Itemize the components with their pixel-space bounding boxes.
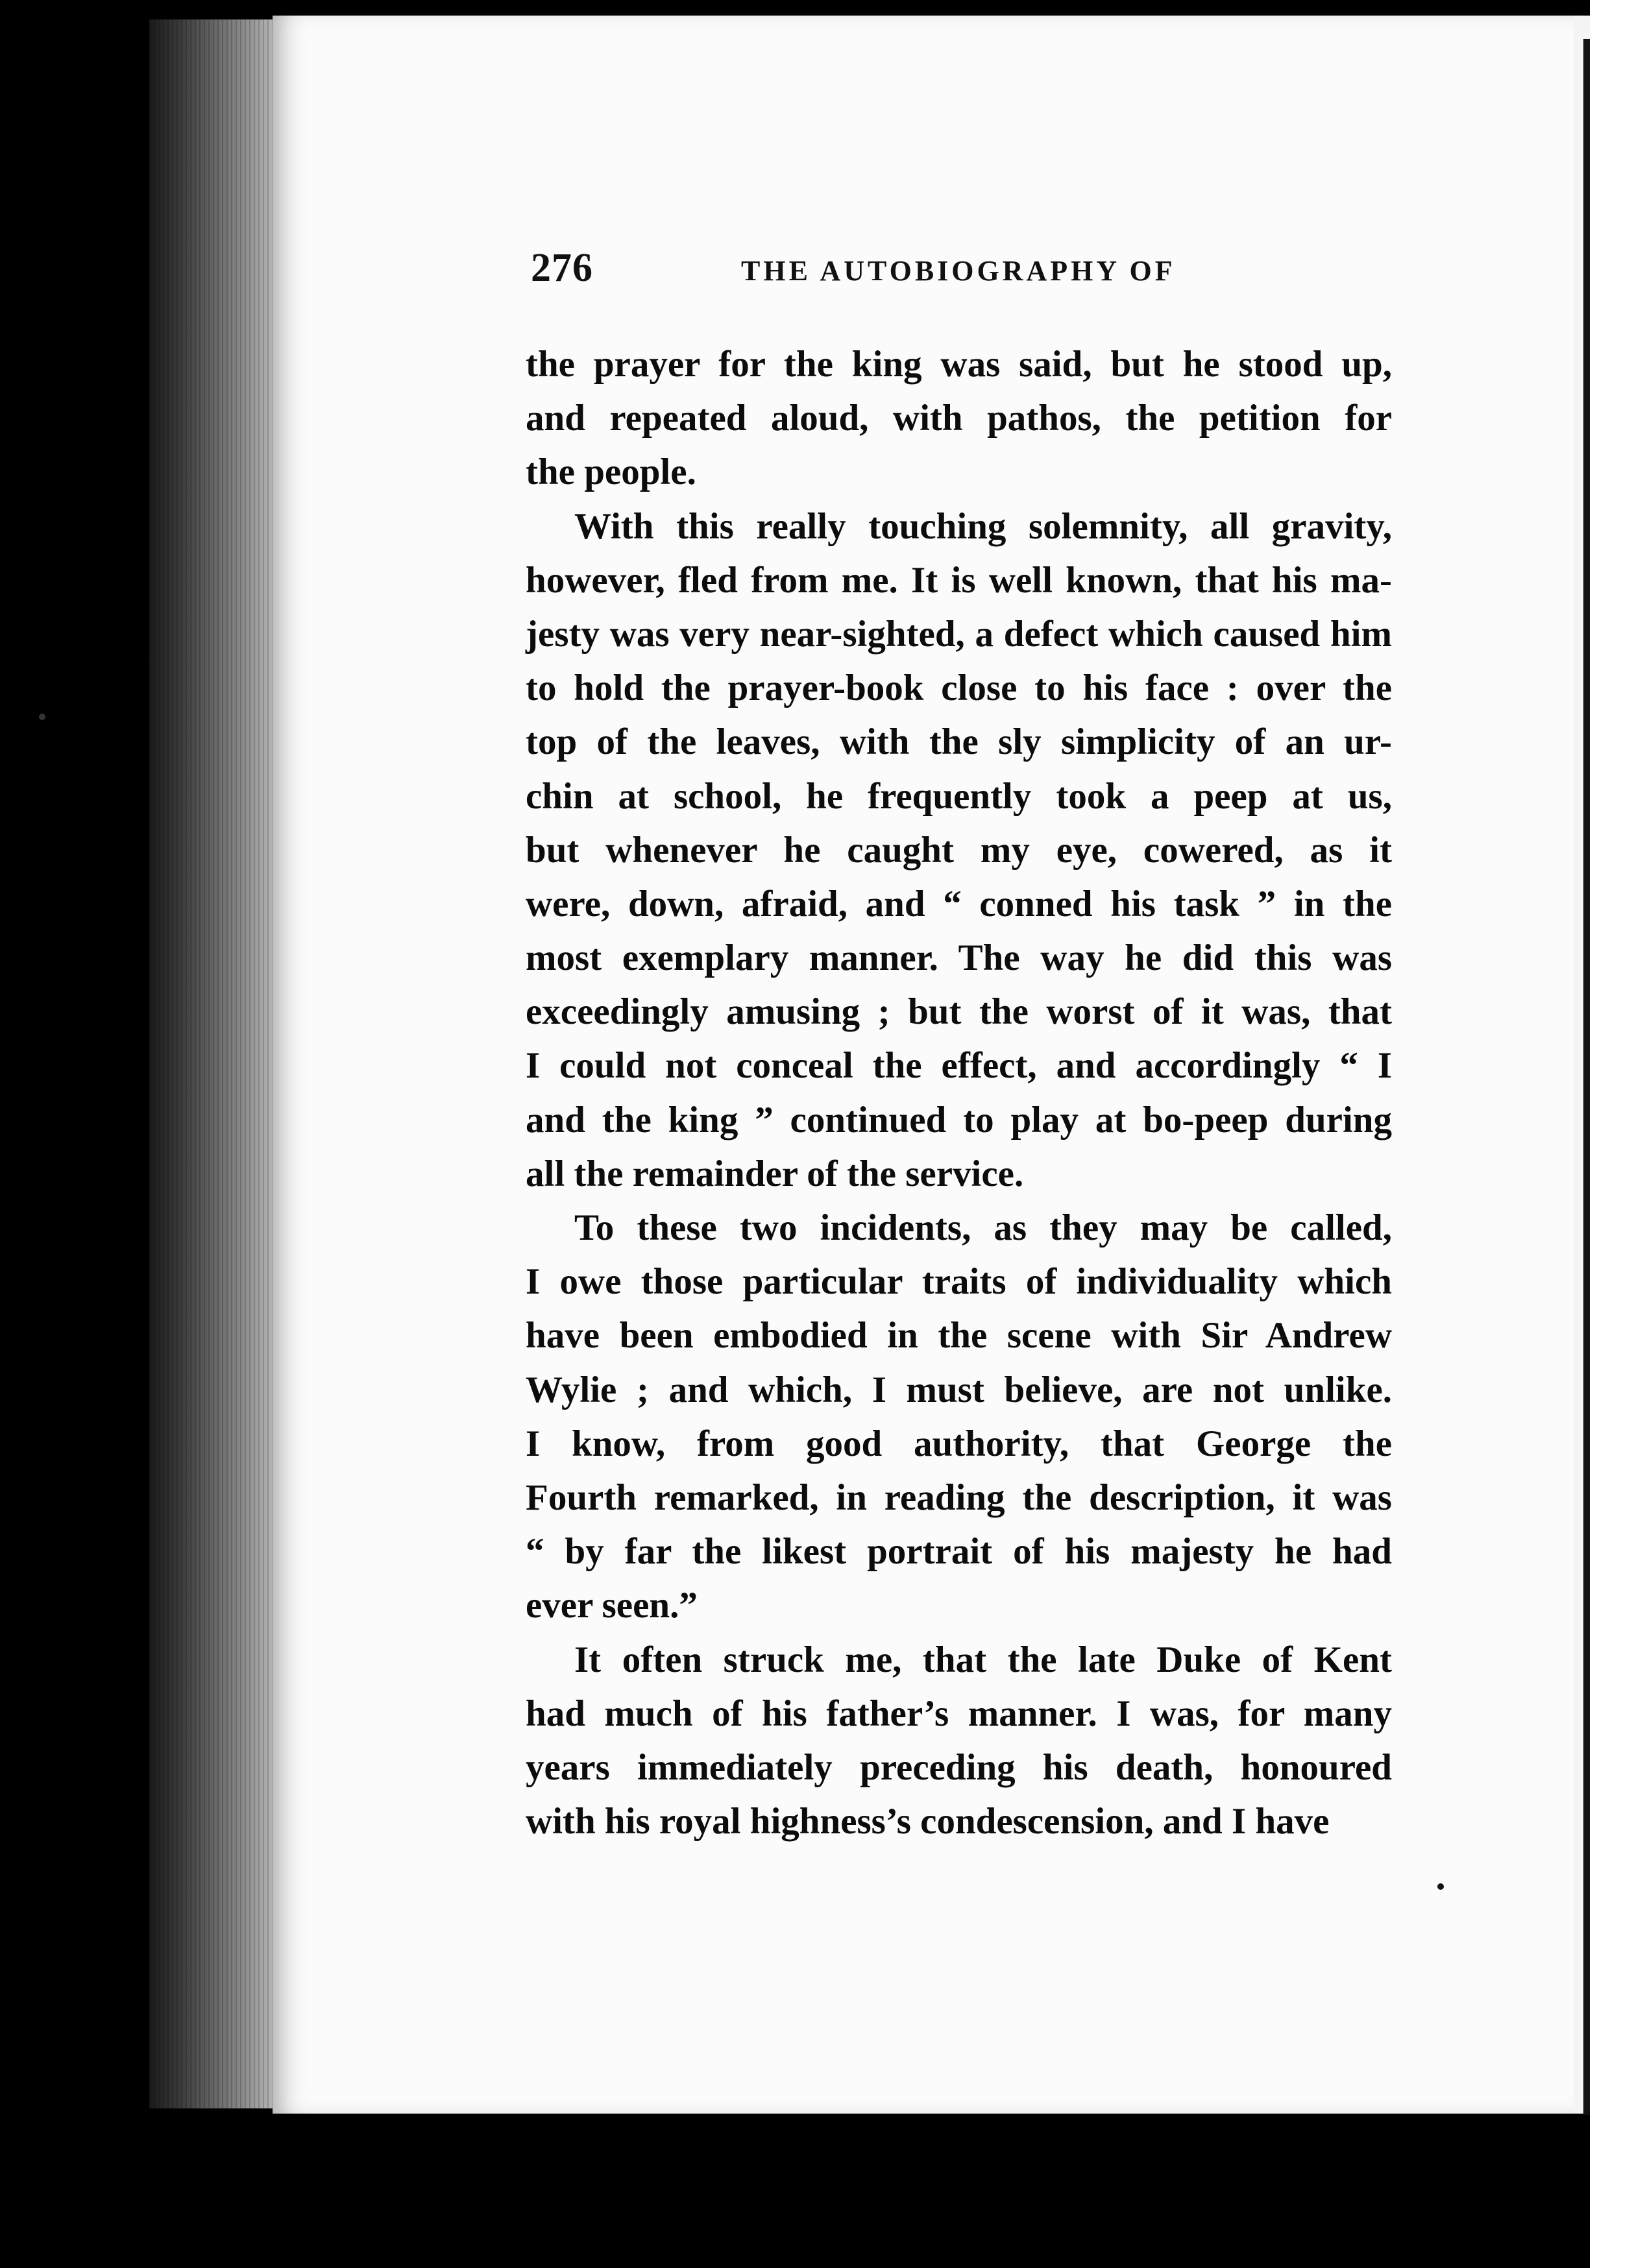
text-line: top of the leaves, with the sly simplicity of an ur-	[526, 721, 1392, 763]
text-line: With this really touching solemnity, all gravity,	[574, 505, 1392, 547]
text-line: but whenever he caught my eye, cowered, as it	[526, 829, 1392, 871]
page-header	[531, 245, 1400, 304]
text-line: I know, from good authority, that George the	[526, 1423, 1392, 1464]
text-line: “ by far the likest portrait of his majesty he had	[526, 1531, 1392, 1573]
text-line: I could not conceal the effect, and accordingly “ I	[526, 1045, 1392, 1087]
text-line: exceedingly amusing ; but the worst of it was, that	[526, 991, 1392, 1033]
ink-dot	[1437, 1883, 1444, 1890]
paragraph	[526, 1201, 1392, 1633]
gutter-shadow	[1583, 39, 1590, 2115]
paragraph	[526, 1633, 1392, 1849]
text-line: all the remainder of the service.	[526, 1153, 1024, 1194]
page-number: 276	[531, 246, 593, 290]
scan-speck	[39, 714, 45, 720]
text-line: the prayer for the king was said, but he stood up,	[526, 344, 1392, 385]
text-line: most exemplary manner. The way he did this was	[526, 937, 1392, 979]
paragraph	[526, 500, 1392, 1201]
text-line: to hold the prayer-book close to his face : over the	[526, 668, 1392, 709]
paragraph	[526, 337, 1392, 500]
text-line: however, fled from me. It is well known, that his ma-	[526, 559, 1392, 601]
text-line: the people.	[526, 452, 696, 493]
running-head: THE AUTOBIOGRAPHY OF	[741, 255, 1176, 287]
text-line: ever seen.”	[526, 1585, 698, 1626]
text-line: jesty was very near-sighted, a defect which caused him	[526, 613, 1392, 655]
text-line: It often struck me, that the late Duke of Kent	[574, 1639, 1392, 1680]
facing-page-edge	[1590, 0, 1634, 2268]
text-line: Wylie ; and which, I must believe, are not unlike.	[526, 1369, 1392, 1410]
text-line: Fourth remarked, in reading the description, it was	[526, 1477, 1392, 1518]
text-line: and the king ” continued to play at bo-peep during	[526, 1099, 1392, 1140]
text-line: To these two incidents, as they may be called,	[574, 1207, 1392, 1248]
text-line: with his royal highness’s condescension, and I have	[526, 1801, 1330, 1842]
text-line: were, down, afraid, and “ conned his task ” in the	[526, 883, 1392, 924]
text-line: chin at school, he frequently took a peep at us,	[526, 775, 1392, 817]
body-text	[526, 337, 1392, 1848]
text-line: have been embodied in the scene with Sir Andrew	[526, 1315, 1392, 1357]
text-line: and repeated aloud, with pathos, the petition for	[526, 398, 1392, 439]
text-line: years immediately preceding his death, honoured	[526, 1746, 1392, 1788]
text-line: had much of his father’s manner. I was, for many	[526, 1693, 1392, 1734]
text-line: I owe those particular traits of individuality which	[526, 1261, 1392, 1303]
